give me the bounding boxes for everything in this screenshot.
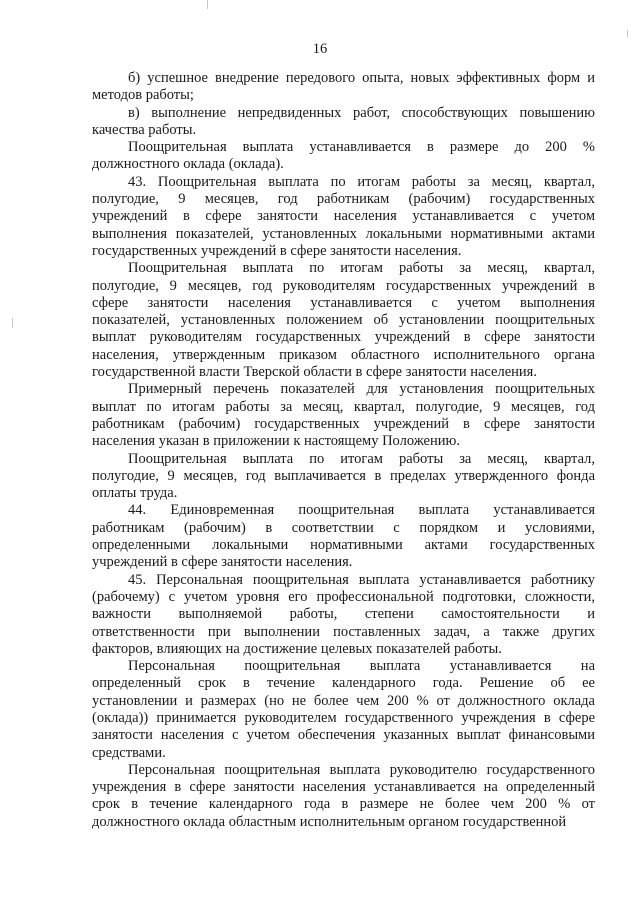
text-line: показателей, установленных положением об установлении поощрительных xyxy=(92,312,595,329)
text-line: б) успешное внедрение передового опыта, новых эффективных форм и xyxy=(128,70,595,86)
paragraph-p-43-heads xyxy=(92,260,595,381)
scan-artifact xyxy=(12,318,13,328)
text-line: оплаты труда. xyxy=(92,485,178,502)
text-line: полугодие, 9 месяцев, год выплачивается в пределах утвержденного фонда xyxy=(92,467,595,484)
paragraph-p-43-list xyxy=(92,381,595,450)
text-line: ответственности при выполнении поставленных задач, а также других xyxy=(92,623,595,640)
text-line: государственных учреждений в сфере занятости населения. xyxy=(92,242,462,259)
text-line: выплат руководителям государственных учреждений в сфере занятости xyxy=(92,329,595,346)
text-line: методов работы; xyxy=(92,87,194,104)
text-line: выплат по итогам работы за месяц, квартал, полугодие, 9 месяцев, год xyxy=(92,398,595,415)
text-line: выполнения показателей, установленных локальными нормативными актами xyxy=(92,225,595,242)
paragraph-p-bonus-200 xyxy=(92,139,595,174)
scan-artifact xyxy=(207,0,208,9)
paragraph-p-b xyxy=(92,70,595,105)
text-line: учреждений в сфере занятости населения устанавливается с учетом xyxy=(92,208,595,225)
text-line: средствами. xyxy=(92,744,166,761)
text-line: важности выполняемой работы, степени самостоятельности и xyxy=(92,606,595,623)
text-line: государственной власти Тверской области в сфере занятости населения. xyxy=(92,364,537,381)
paragraph-p-43-fund xyxy=(92,451,595,503)
text-line: Поощрительная выплата по итогам работы за месяц, квартал, xyxy=(128,450,595,467)
paragraph-p-43 xyxy=(92,174,595,260)
text-line: полугодие, 9 месяцев, год руководителям государственных учреждений в xyxy=(92,277,595,294)
text-line: 45. Персональная поощрительная выплата устанавливается работнику xyxy=(128,571,595,588)
text-line: (рабочему) с учетом уровня его профессиональной подготовки, сложности, xyxy=(92,588,595,605)
paragraph-p-45-term xyxy=(92,658,595,762)
text-line: Поощрительная выплата устанавливается в размере до 200 % xyxy=(128,139,595,156)
text-line: полугодие, 9 месяцев, год работникам (рабочим) государственных xyxy=(92,191,595,208)
page-number: 16 xyxy=(312,41,328,57)
text-line: населения указан в приложении к настоящему Положению. xyxy=(92,433,460,450)
text-line: Персональная поощрительная выплата руководителю государственного xyxy=(128,761,595,778)
text-line: факторов, влияющих на достижение целевых показателей работы. xyxy=(92,640,502,657)
paragraph-p-45 xyxy=(92,572,595,658)
text-line: Примерный перечень показателей для установления поощрительных xyxy=(128,381,595,398)
paragraph-p-45-head xyxy=(92,762,595,831)
text-line: определенный срок в течение календарного года. Решение об ее xyxy=(92,675,595,692)
text-line: Поощрительная выплата по итогам работы за месяц, квартал, xyxy=(128,260,595,277)
text-line: занятости населения с учетом обеспечения указанных выплат финансовыми xyxy=(92,727,595,744)
text-line: Персональная поощрительная выплата устанавливается на xyxy=(128,658,595,675)
text-line: работникам (рабочим) государственных учреждений в сфере занятости xyxy=(92,415,595,432)
text-line: учреждения в сфере занятости населения устанавливается на определенный xyxy=(92,779,595,796)
text-line: учреждений в сфере занятости населения. xyxy=(92,554,353,571)
text-line: населения, утвержденным приказом областного исполнительного органа xyxy=(92,346,595,363)
text-line: в) выполнение непредвиденных работ, способствующих повышению xyxy=(128,104,595,121)
text-line: установлении и размерах (но не более чем 200 % от должностного оклада xyxy=(92,692,595,709)
paragraph-p-44 xyxy=(92,502,595,571)
document-body xyxy=(92,70,595,831)
text-line: определенными локальными нормативными актами государственных xyxy=(92,537,595,554)
text-line: работникам (рабочим) в соответствии с порядком и условиями, xyxy=(92,519,595,536)
text-line: качества работы. xyxy=(92,121,197,138)
text-line: сфере занятости населения устанавливается с учетом выполнения xyxy=(92,294,595,311)
text-line: 43. Поощрительная выплата по итогам работы за месяц, квартал, xyxy=(128,173,595,190)
text-line: должностного оклада областным исполнительным органом государственной xyxy=(92,813,567,830)
text-line: должностного оклада (оклада). xyxy=(92,156,284,173)
scan-artifact xyxy=(627,30,628,37)
text-line: срок в течение календарного года в размере не более чем 200 % от xyxy=(92,796,595,813)
text-line: (оклада)) принимается руководителем государственного учреждения в сфере xyxy=(92,709,595,726)
text-line: 44. Единовременная поощрительная выплата устанавливается xyxy=(128,502,595,519)
paragraph-p-v xyxy=(92,105,595,140)
